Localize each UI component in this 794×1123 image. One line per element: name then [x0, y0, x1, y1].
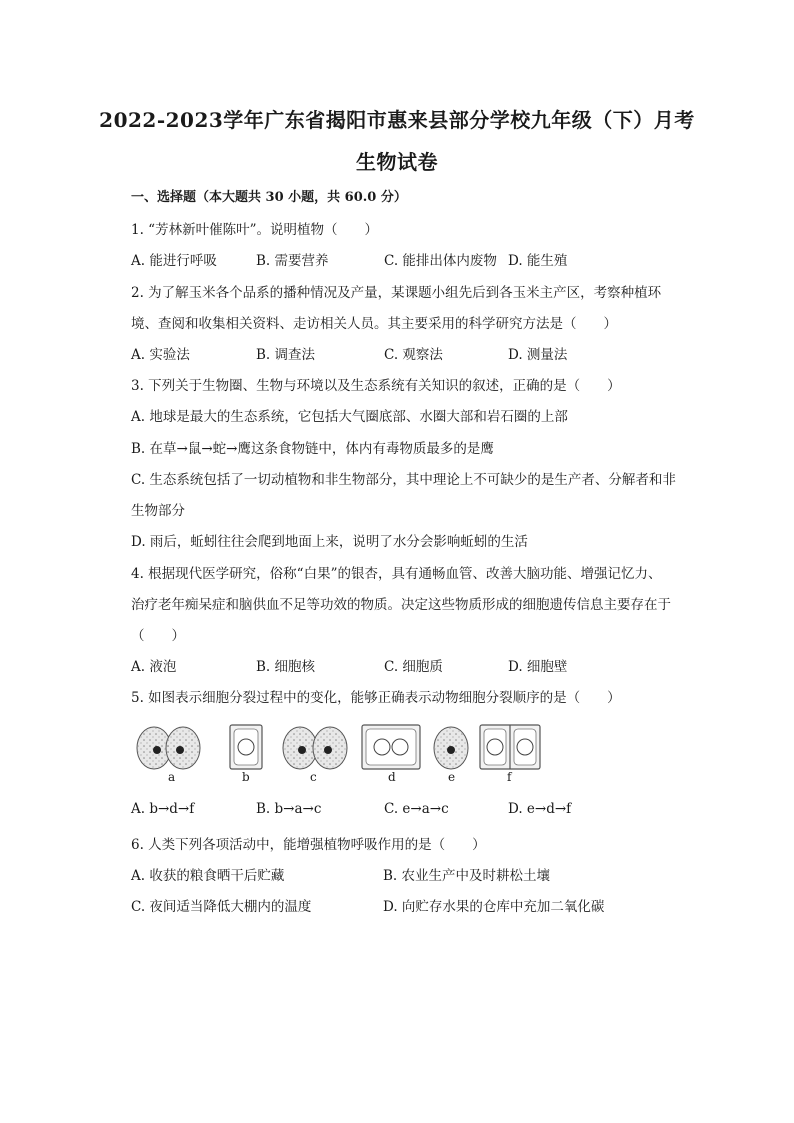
question-1-stem: 1. “芳林新叶催陈叶”。说明植物（ ） — [131, 222, 378, 238]
cell-d — [362, 725, 420, 769]
question-5-option-a: A. b→d→f — [131, 801, 195, 817]
question-2-stem-line-1: 2. 为了解玉米各个品系的播种情况及产量，某课题小组先后到各玉米主产区，考察种植环 — [131, 285, 662, 301]
section-heading: 一、选择题（本大题共 30 小题，共 60.0 分） — [131, 190, 407, 205]
question-5-option-c: C. e→a→c — [384, 801, 449, 817]
question-1-option-b: B. 需要营养 — [256, 253, 329, 269]
cell-c — [283, 727, 347, 769]
cell-division-figure — [136, 720, 556, 790]
question-6-option-d: D. 向贮存水果的仓库中充加二氧化碳 — [383, 899, 605, 915]
question-4-stem-line-1: 4. 根据现代医学研究，俗称“白果”的银杏，具有通畅血管、改善大脑功能、增强记忆力、 — [131, 566, 662, 582]
cell-e — [434, 727, 468, 769]
question-4-stem-line-2: 治疗老年痴呆症和脑供血不足等功效的物质。决定这些物质形成的细胞遗传信息主要存在于 — [131, 597, 671, 613]
question-5-option-b: B. b→a→c — [256, 801, 322, 817]
exam-subtitle: 生物试卷 — [356, 150, 438, 174]
question-3-option-b: B. 在草→鼠→蛇→鹰这条食物链中，体内有毒物质最多的是鹰 — [131, 441, 494, 457]
question-6-option-b: B. 农业生产中及时耕松土壤 — [383, 868, 551, 884]
cell-f — [480, 725, 540, 769]
question-6-option-c: C. 夜间适当降低大棚内的温度 — [131, 899, 312, 915]
question-2-option-c: C. 观察法 — [384, 347, 443, 363]
figure-label-c: c — [310, 770, 317, 784]
question-1-option-c: C. 能排出体内废物 — [384, 253, 497, 269]
figure-label-e: e — [448, 770, 456, 784]
question-1-option-d: D. 能生殖 — [508, 253, 568, 269]
question-6-option-a: A. 收获的粮食晒干后贮藏 — [131, 868, 285, 884]
exam-title: 2022-2023学年广东省揭阳市惠来县部分学校九年级（下）月考 — [99, 108, 695, 132]
question-3-option-a: A. 地球是最大的生态系统，它包括大气圈底部、水圈大部和岩石圈的上部 — [131, 409, 568, 425]
question-4-stem-line-3: （ ） — [131, 628, 185, 644]
cell-b — [230, 725, 262, 769]
question-4-option-d: D. 细胞壁 — [508, 659, 568, 675]
question-3-option-c-cont: 生物部分 — [131, 503, 185, 519]
question-4-option-a: A. 液泡 — [131, 659, 177, 675]
figure-label-f: f — [507, 770, 512, 784]
question-2-option-a: A. 实验法 — [131, 347, 190, 363]
question-4-option-c: C. 细胞质 — [384, 659, 443, 675]
question-2-stem-line-2: 境、查阅和收集相关资料、走访相关人员。其主要采用的科学研究方法是（ ） — [131, 316, 617, 332]
question-4-option-b: B. 细胞核 — [256, 659, 316, 675]
figure-label-b: b — [242, 770, 250, 784]
question-3-option-d: D. 雨后，蚯蚓往往会爬到地面上来，说明了水分会影响蚯蚓的生活 — [131, 534, 528, 550]
question-5-option-d: D. e→d→f — [508, 801, 572, 817]
cell-a — [137, 727, 200, 769]
figure-label-a: a — [168, 770, 176, 784]
figure-label-d: d — [388, 770, 396, 784]
question-2-option-b: B. 调查法 — [256, 347, 316, 363]
question-5-stem: 5. 如图表示细胞分裂过程中的变化，能够正确表示动物细胞分裂顺序的是（ ） — [131, 690, 621, 706]
question-3-stem: 3. 下列关于生物圈、生物与环境以及生态系统有关知识的叙述，正确的是（ ） — [131, 378, 621, 394]
question-6-stem: 6. 人类下列各项活动中，能增强植物呼吸作用的是（ ） — [131, 837, 486, 853]
question-1-option-a: A. 能进行呼吸 — [131, 253, 217, 269]
question-3-option-c: C. 生态系统包括了一切动植物和非生物部分，其中理论上不可缺少的是生产者、分解者和非 — [131, 472, 676, 488]
question-2-option-d: D. 测量法 — [508, 347, 568, 363]
